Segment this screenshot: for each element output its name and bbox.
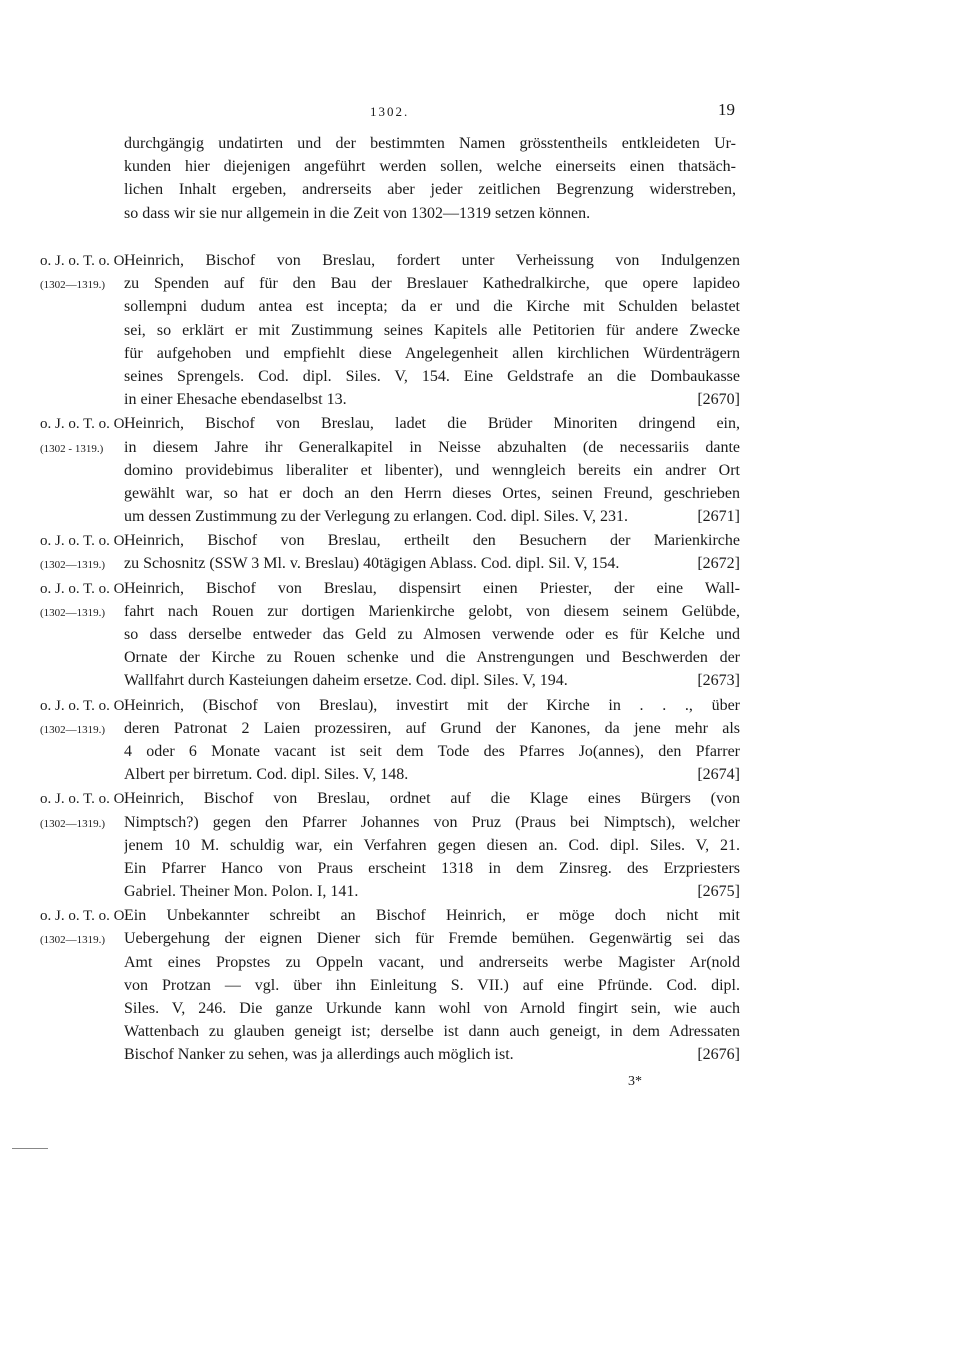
entry-date-range: (1302—1319.) xyxy=(40,606,106,619)
intro-paragraph xyxy=(124,132,736,225)
entry-first-row xyxy=(40,694,740,717)
entry-first-row xyxy=(40,412,740,435)
entry-line: jenem 10 M. schuldig war, ein Verfahren gegen diesen an. Cod. dipl. Siles. V, 21. xyxy=(124,836,740,854)
entry-line: in einer Ehesache ebendaselbst 13. xyxy=(124,391,347,409)
entry-continuation-row xyxy=(124,505,740,528)
entry-continuation-row xyxy=(124,974,740,997)
entry-line: Bischof Nanker zu sehen, was ja allerdings auch möglich ist. xyxy=(124,1046,514,1064)
entry-continuation-row xyxy=(124,834,740,857)
entry-line: Wallfahrt durch Kasteiungen daheim ersetze. Cod. dipl. Siles. V, 194. xyxy=(124,672,568,690)
entry-date-range: (1302—1319.) xyxy=(40,559,106,572)
entry-line: für aufgehoben und empfiehlt diese Angelegenheit allen kirchlichen Würdenträgern xyxy=(124,344,740,362)
entry-line: Heinrich, Bischof von Breslau, ladet die Brüder Minoriten dringend ein, xyxy=(124,415,740,433)
entry-line: um dessen Zustimmung zu der Verlegung zu erlangen. Cod. dipl. Siles. V, 231. xyxy=(124,508,628,526)
entry-continuation-row xyxy=(124,342,740,365)
entry-date-label: o. J. o. T. o. O. xyxy=(40,416,129,433)
entry-continuation-row xyxy=(124,319,740,342)
entry-continuation-row xyxy=(124,763,740,786)
entry-line: seines Sprengels. Cod. dipl. Siles. V, 154. Eine Geldstrafe an die Dombaukasse xyxy=(124,367,740,385)
entry-reference-number: [2673] xyxy=(697,672,740,690)
entry-date-label: o. J. o. T. o. O. xyxy=(40,908,129,925)
entry-date-label: o. J. o. T. o. O. xyxy=(40,697,129,714)
entry-line: in diesem Jahre ihr Generalkapitel in Neisse abzuhalten (de necessariis dante xyxy=(124,438,740,456)
entry-continuation-row xyxy=(124,669,740,692)
entry-line: Ornate der Kirche zu Rouen schenke und die Anstrengungen und Beschwerden der xyxy=(124,649,740,667)
entry-continuation-row xyxy=(124,1020,740,1043)
regest-entry xyxy=(40,529,740,575)
entry-line: Heinrich, Bischof von Breslau, ertheilt den Besuchern der Marienkirche xyxy=(124,532,740,550)
intro-line: lichen Inhalt ergeben, andrerseits aber jeder zeitlichen Begrenzung widerstreben, xyxy=(124,181,736,199)
regest-entry xyxy=(40,694,740,787)
entry-first-row xyxy=(40,904,740,927)
entry-line: fahrt nach Rouen zur dortigen Marienkirche gelobt, von diesem seinem Gelübde, xyxy=(124,602,740,620)
entry-line: domino providebimus liberaliter et libenter), und wenngleich bereits ein andrer Ort xyxy=(124,461,740,479)
entry-reference-number: [2675] xyxy=(697,883,740,901)
entry-continuation-row xyxy=(124,1043,740,1066)
entry-line: Amt eines Propstes zu Oppeln vacant, und andrerseits werbe Magister Ar(nold xyxy=(124,953,740,971)
entry-second-row xyxy=(40,552,740,575)
entry-first-row xyxy=(40,787,740,810)
regest-entry xyxy=(40,787,740,903)
entry-date-range: (1302 - 1319.) xyxy=(40,442,104,455)
entry-line: Uebergehung der eignen Diener sich für Fremde bemühen. Gegenwärtig sei das xyxy=(124,930,740,948)
entry-line: Heinrich, Bischof von Breslau, fordert unter Verheissung von Indulgenzen xyxy=(124,252,740,269)
entry-continuation-row xyxy=(124,880,740,903)
entry-line: Siles. V, 246. Die ganze Urkunde kann wohl von Arnold fingirt sein, wie auch xyxy=(124,1000,740,1017)
entry-line: sei, so erklärt er mit Zustimmung seines Kapitels alle Petitorien für andere Zwecke xyxy=(124,321,740,339)
entry-date-label: o. J. o. T. o. O. xyxy=(40,580,129,597)
entry-reference-number: [2676] xyxy=(697,1046,740,1064)
entry-second-row xyxy=(40,927,740,950)
entry-line: Wattenbach zu glauben geneigt ist; derselbe ist dann auch geneigt, in dem Adressaten xyxy=(124,1023,740,1041)
entry-line: 4 oder 6 Monate vacant ist seit dem Tode des Pfarres Jo(annes), den Pfarrer xyxy=(124,742,740,760)
entry-line: Gabriel. Theiner Mon. Polon. I, 141. xyxy=(124,883,359,901)
entry-second-row xyxy=(40,436,740,459)
entry-reference-number: [2674] xyxy=(697,766,740,784)
entry-continuation-row xyxy=(124,388,740,411)
entry-reference-number: [2672] xyxy=(697,555,740,573)
entry-line: Albert per birretum. Cod. dipl. Siles. V, 148. xyxy=(124,766,409,784)
regest-entry xyxy=(40,904,740,1066)
entry-first-row xyxy=(40,529,740,552)
regest-entry xyxy=(40,249,740,411)
entry-line: Heinrich, Bischof von Breslau, ordnet auf die Klage eines Bürgers (von xyxy=(124,790,740,808)
entry-line: Heinrich, (Bischof von Breslau), investirt mit der Kirche in . . ., über xyxy=(124,696,740,714)
entry-first-row xyxy=(40,249,740,272)
entry-continuation-row xyxy=(124,459,740,482)
margin-rule xyxy=(12,1148,48,1149)
regesta-entries xyxy=(40,249,740,1068)
entry-continuation-row xyxy=(124,623,740,646)
entry-date-range: (1302—1319.) xyxy=(40,723,106,736)
entry-continuation-row xyxy=(124,365,740,388)
entry-continuation-row xyxy=(124,482,740,505)
entry-continuation-row xyxy=(124,740,740,763)
entry-date-range: (1302—1319.) xyxy=(40,934,106,947)
entry-reference-number: [2670] xyxy=(697,391,740,409)
intro-line: durchgängig undatirten und der bestimmten Namen grösstentheils entkleideten Ur- xyxy=(124,135,736,152)
entry-date-range: (1302—1319.) xyxy=(40,279,106,292)
entry-first-row xyxy=(40,577,740,600)
entry-line: so dass derselbe entweder das Geld zu Almosen verwende oder es für Kelche und xyxy=(124,626,740,643)
entry-date-label: o. J. o. T. o. O. xyxy=(40,253,129,269)
entry-continuation-row xyxy=(124,646,740,669)
entry-line: zu Schosnitz (SSW 3 Ml. v. Breslau) 40tägigen Ablass. Cod. dipl. Sil. V, 154. xyxy=(124,555,620,573)
entry-line: Ein Pfarrer Hanco von Praus erscheint 1318 in dem Zinsreg. des Erzpriesters xyxy=(124,859,740,877)
intro-line: so dass wir sie nur allgemein in die Zeit von 1302—1319 setzen können. xyxy=(124,204,591,222)
entry-continuation-row xyxy=(124,951,740,974)
page-number: 19 xyxy=(718,100,735,119)
entry-line: zu Spenden auf für den Bau der Breslauer Kathedralkirche, que opere lapideo xyxy=(124,275,740,293)
entry-second-row xyxy=(40,600,740,623)
entry-second-row xyxy=(40,811,740,834)
entry-line: sollempni dudum antea est incepta; da er und die Kirche mit Schulden belastet xyxy=(124,298,740,316)
entry-continuation-row xyxy=(124,997,740,1020)
entry-line: Nimptsch?) gegen den Pfarrer Johannes von Pruz (Praus bei Nimptsch), welcher xyxy=(124,813,740,831)
entry-line: von Protzan — vgl. über ihn Einleitung S. VII.) auf eine Pfründe. Cod. dipl. xyxy=(124,976,740,994)
entry-continuation-row xyxy=(124,857,740,880)
regest-entry xyxy=(40,412,740,528)
entry-line: deren Patronat 2 Laien prozessiren, auf Grund der Kanones, da jene mehr als xyxy=(124,719,740,737)
entry-date-label: o. J. o. T. o. O. xyxy=(40,791,129,808)
entry-line: Heinrich, Bischof von Breslau, dispensirt einen Priester, der eine Wall- xyxy=(124,579,740,597)
running-head-year: 1302. xyxy=(370,104,410,119)
signature-mark: 3* xyxy=(628,1074,642,1089)
intro-line: kunden hier diejenigen angeführt werden sollen, welche einerseits einen thatsäch- xyxy=(124,158,736,176)
entry-date-label: o. J. o. T. o. O. xyxy=(40,533,129,550)
entry-line: Ein Unbekannter schreibt an Bischof Heinrich, er möge doch nicht mit xyxy=(124,907,740,925)
entry-reference-number: [2671] xyxy=(697,508,740,526)
entry-line: gewählt war, so hat er doch an den Herrn dieses Ortes, seinen Freund, geschrieben xyxy=(124,484,740,502)
entry-date-range: (1302—1319.) xyxy=(40,817,106,830)
entry-second-row xyxy=(40,272,740,295)
regest-entry xyxy=(40,577,740,693)
entry-continuation-row xyxy=(124,295,740,318)
entry-second-row xyxy=(40,717,740,740)
